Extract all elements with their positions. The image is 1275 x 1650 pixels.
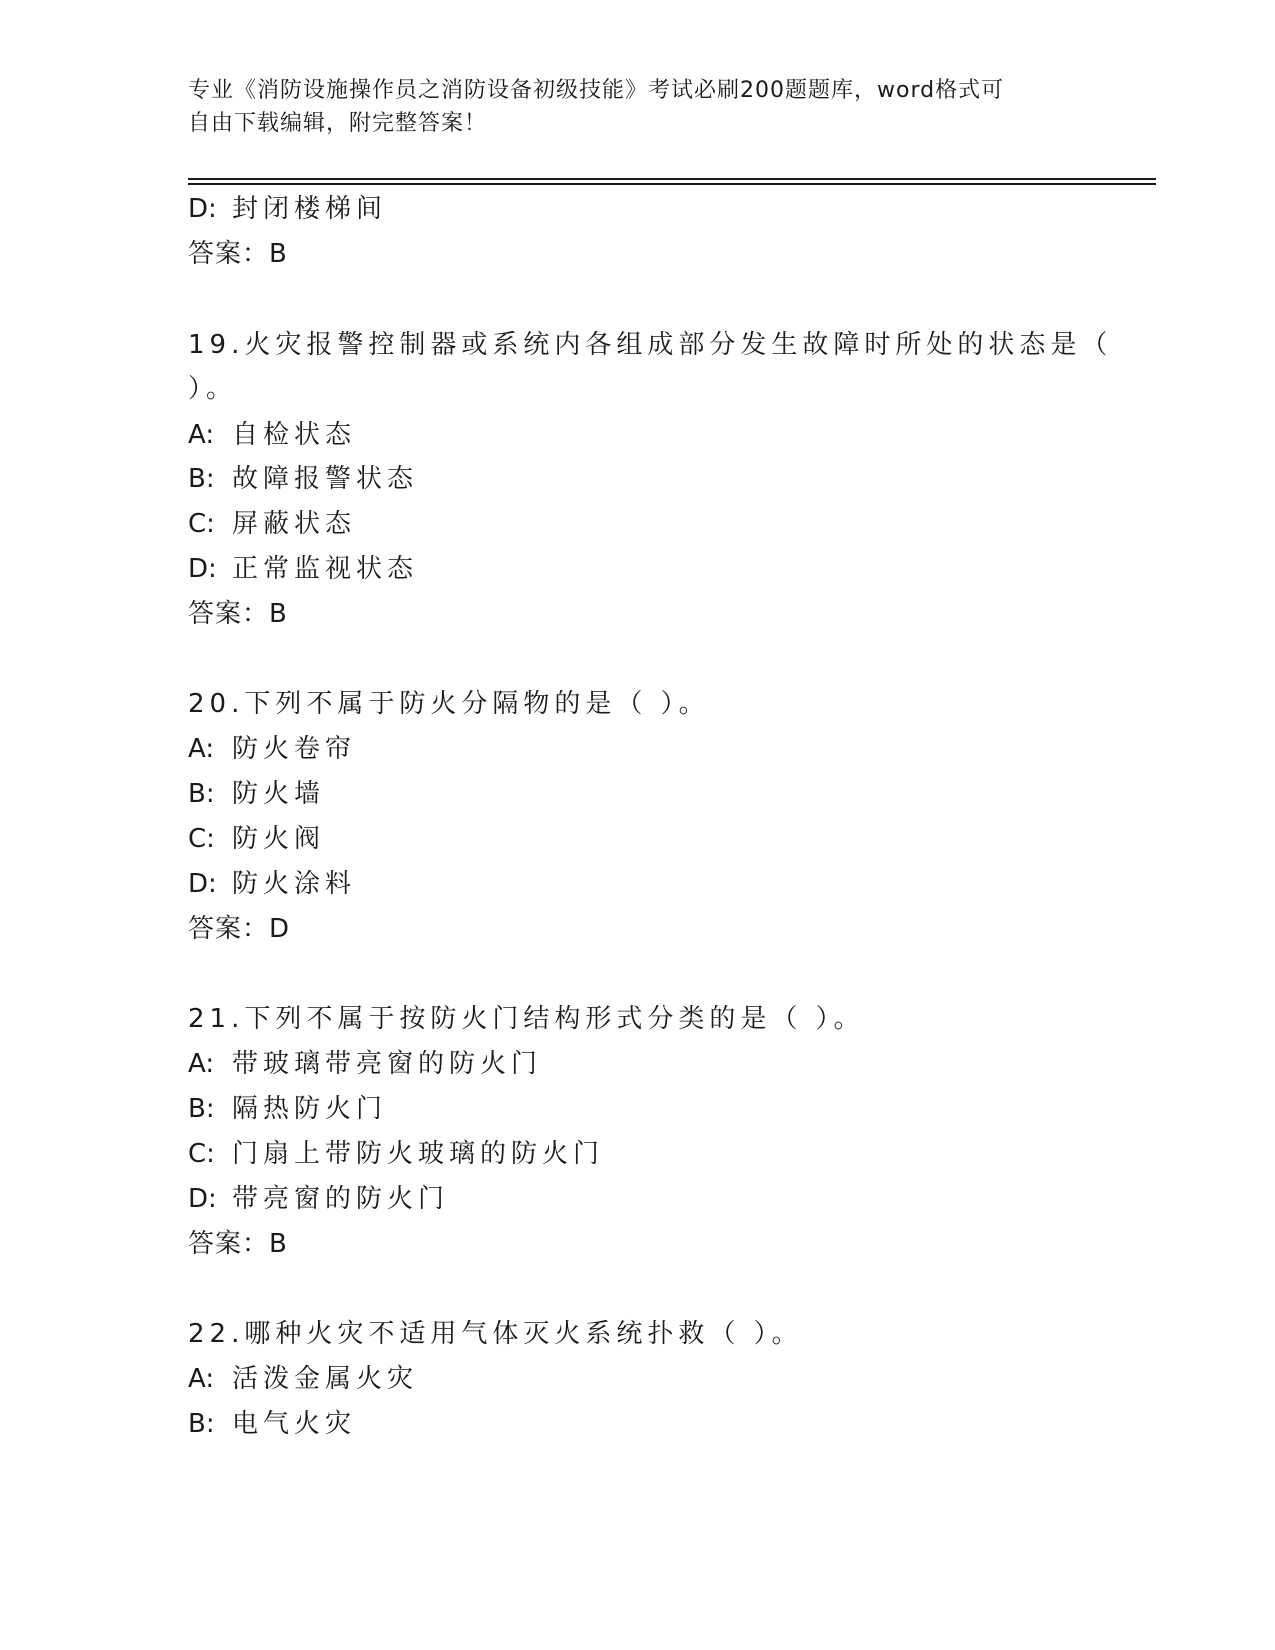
option-label: D: — [188, 554, 217, 584]
header-divider-bottom — [188, 183, 1156, 185]
question-20-option-c — [188, 822, 325, 856]
option-text: 正常监视状态 — [232, 554, 419, 584]
question-19-option-d — [188, 552, 418, 586]
option-text: 活泼金属火灾 — [232, 1364, 419, 1394]
question-19-option-b — [188, 462, 418, 496]
option-label: D: — [188, 194, 217, 224]
option-text: 防火涂料 — [232, 869, 357, 899]
header-line-1: 专业《消防设施操作员之消防设备初级技能》考试必刷200题题库，word格式可 — [188, 78, 1005, 103]
question-19-option-c — [188, 507, 356, 541]
question-19-stem-line-1: 19.火灾报警控制器或系统内各组成部分发生故障时所处的状态是（ — [188, 330, 1113, 360]
option-text: 屏蔽状态 — [232, 509, 357, 539]
option-label: B: — [188, 1094, 215, 1124]
question-21-answer: 答案：B — [188, 1229, 288, 1259]
question-20-answer: 答案：D — [188, 914, 291, 944]
option-text: 封闭楼梯间 — [232, 194, 388, 224]
question-20-option-b — [188, 777, 325, 811]
question-19-stem-line-2: ）。 — [188, 374, 238, 404]
question-22-option-b — [188, 1407, 356, 1441]
option-text: 电气火灾 — [232, 1409, 357, 1439]
option-text: 隔热防火门 — [232, 1094, 388, 1124]
document-header — [188, 74, 1088, 140]
option-text: 防火墙 — [232, 779, 326, 809]
option-text: 带玻璃带亮窗的防火门 — [232, 1049, 543, 1079]
option-label: A: — [188, 420, 215, 450]
option-label: B: — [188, 464, 215, 494]
question-21-option-d — [188, 1182, 449, 1216]
header-line-2: 自由下载编辑，附完整答案！ — [188, 111, 488, 136]
answer-line: 答案：B — [188, 239, 288, 269]
option-d — [188, 192, 387, 226]
option-text: 防火阀 — [232, 824, 326, 854]
question-22-stem: 22.哪种火灾不适用气体灭火系统扑救（ ）。 — [188, 1319, 803, 1349]
question-20-stem: 20.下列不属于防火分隔物的是（ ）。 — [188, 689, 710, 719]
option-label: A: — [188, 1364, 215, 1394]
option-label: C: — [188, 824, 215, 854]
question-21-stem: 21.下列不属于按防火门结构形式分类的是（ ）。 — [188, 1004, 865, 1034]
option-label: C: — [188, 509, 215, 539]
question-20-option-d — [188, 867, 356, 901]
option-text: 门扇上带防火玻璃的防火门 — [232, 1139, 605, 1169]
option-text: 带亮窗的防火门 — [232, 1184, 450, 1214]
option-label: D: — [188, 1184, 217, 1214]
question-22-option-a — [188, 1362, 418, 1396]
option-label: B: — [188, 779, 215, 809]
option-text: 防火卷帘 — [232, 734, 357, 764]
question-19-answer: 答案：B — [188, 599, 288, 629]
option-label: D: — [188, 869, 217, 899]
option-label: B: — [188, 1409, 215, 1439]
option-label: A: — [188, 1049, 215, 1079]
question-20-option-a — [188, 732, 356, 766]
question-19-option-a — [188, 418, 356, 452]
option-label: C: — [188, 1139, 215, 1169]
option-text: 自检状态 — [232, 420, 357, 450]
option-label: A: — [188, 734, 215, 764]
question-21-option-a — [188, 1047, 542, 1081]
option-text: 故障报警状态 — [232, 464, 419, 494]
question-21-option-b — [188, 1092, 387, 1126]
header-divider-top — [188, 178, 1156, 180]
question-21-option-c — [188, 1137, 604, 1171]
